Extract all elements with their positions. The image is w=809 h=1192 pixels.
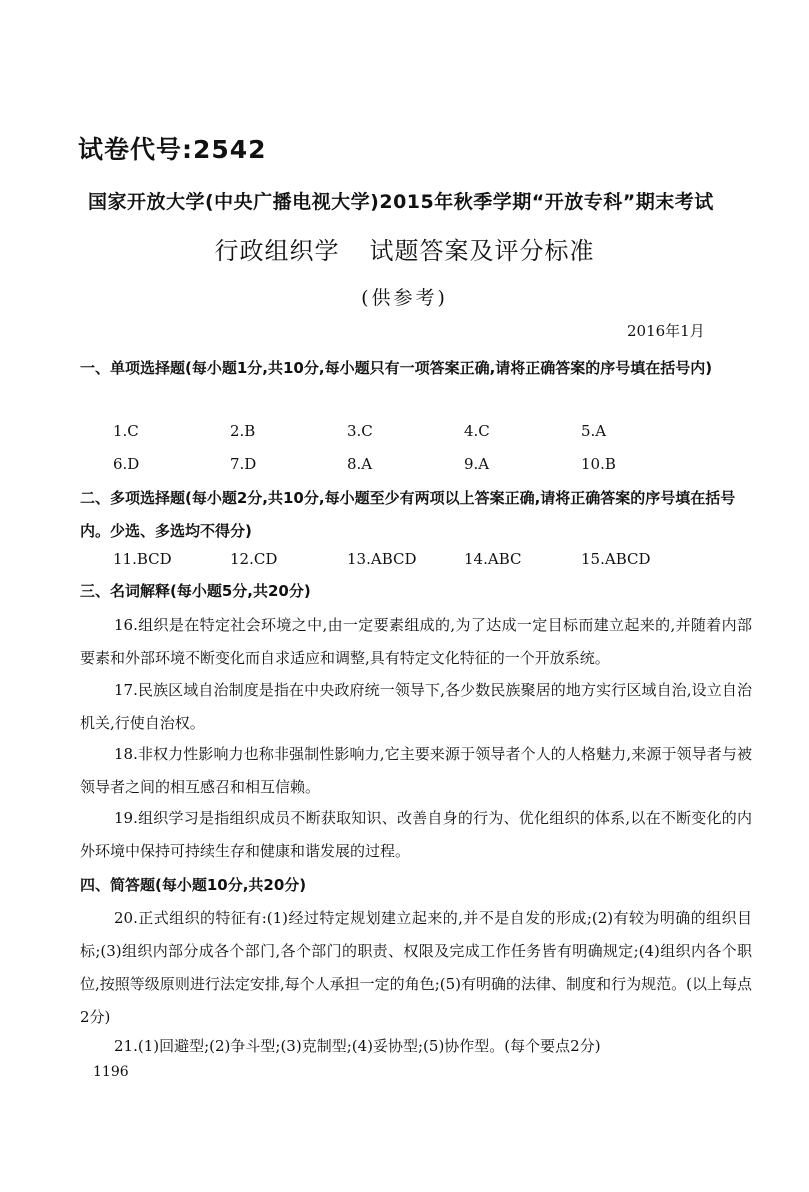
answer-9: 9.A	[464, 455, 490, 473]
answer-13: 13.ABCD	[347, 550, 417, 568]
answer-4: 4.C	[464, 422, 490, 440]
answer-15: 15.ABCD	[581, 550, 651, 568]
page-title	[0, 231, 809, 266]
answer-8: 8.A	[347, 455, 373, 473]
section1-heading: 一、单项选择题(每小题1分,共10分,每小题只有一项答案正确,请将正确答案的序号填在括号内)	[80, 359, 713, 377]
answer-11: 11.BCD	[113, 550, 172, 568]
answer-10: 10.B	[581, 455, 616, 473]
section2-heading: 二、多项选择题(每小题2分,共10分,每小题至少有两项以上答案正确,请将正确答案的序号填在括号内。少选、多选均不得分)	[80, 489, 736, 540]
answer-17: 17.民族区域自治制度是指在中央政府统一领导下,各少数民族聚居的地方实行区域自治,设立自治机关,行使自治权。	[80, 681, 752, 732]
exam-date: 2016年1月	[627, 322, 705, 340]
answer-14: 14.ABC	[464, 550, 522, 568]
answer-21: 21.(1)回避型;(2)争斗型;(3)克制型;(4)妥协型;(5)协作型。(每个要点2分)	[114, 1037, 601, 1055]
section3-heading: 三、名词解释(每小题5分,共20分)	[80, 582, 311, 600]
reference-note: (供参考)	[361, 287, 448, 309]
answer-19: 19.组织学习是指组织成员不断获取知识、改善自身的行为、优化组织的体系,以在不断变化的内外环境中保持可持续生存和健康和谐发展的过程。	[80, 809, 752, 860]
answer-7: 7.D	[230, 455, 257, 473]
exam-name: 国家开放大学(中央广播电视大学)2015年秋季学期“开放专科”期末考试	[88, 191, 714, 213]
answer-2: 2.B	[230, 422, 256, 440]
answer-6: 6.D	[113, 455, 140, 473]
paper-code: 试卷代号:2542	[78, 135, 267, 164]
page-number: 1196	[93, 1064, 129, 1080]
answer-16: 16.组织是在特定社会环境之中,由一定要素组成的,为了达成一定目标而建立起来的,并随着内部要素和外部环境不断变化而自求适应和调整,具有特定文化特征的一个开放系统。	[80, 616, 752, 667]
course-title: 行政组织学	[214, 237, 340, 265]
section4-heading: 四、简答题(每小题10分,共20分)	[80, 876, 307, 894]
doc-type: 试题答案及评分标准	[369, 237, 595, 265]
answer-1: 1.C	[113, 422, 139, 440]
answer-18: 18.非权力性影响力也称非强制性影响力,它主要来源于领导者个人的人格魅力,来源于领导者与被领导者之间的相互感召和相互信赖。	[80, 745, 752, 796]
answer-3: 3.C	[347, 422, 373, 440]
answer-5: 5.A	[581, 422, 607, 440]
answer-12: 12.CD	[230, 550, 278, 568]
answer-20: 20.正式组织的特征有:(1)经过特定规划建立起来的,并不是自发的形成;(2)有较为明确的组织目标;(3)组织内部分成各个部门,各个部门的职责、权限及完成工作任务皆有明确规定;(4)组织内各个职位,按照等级原则进行法定安排,每个人承担一定的角色;(5)有明确的法律、制度和行为规范。(以上每点2分)	[80, 909, 752, 1026]
